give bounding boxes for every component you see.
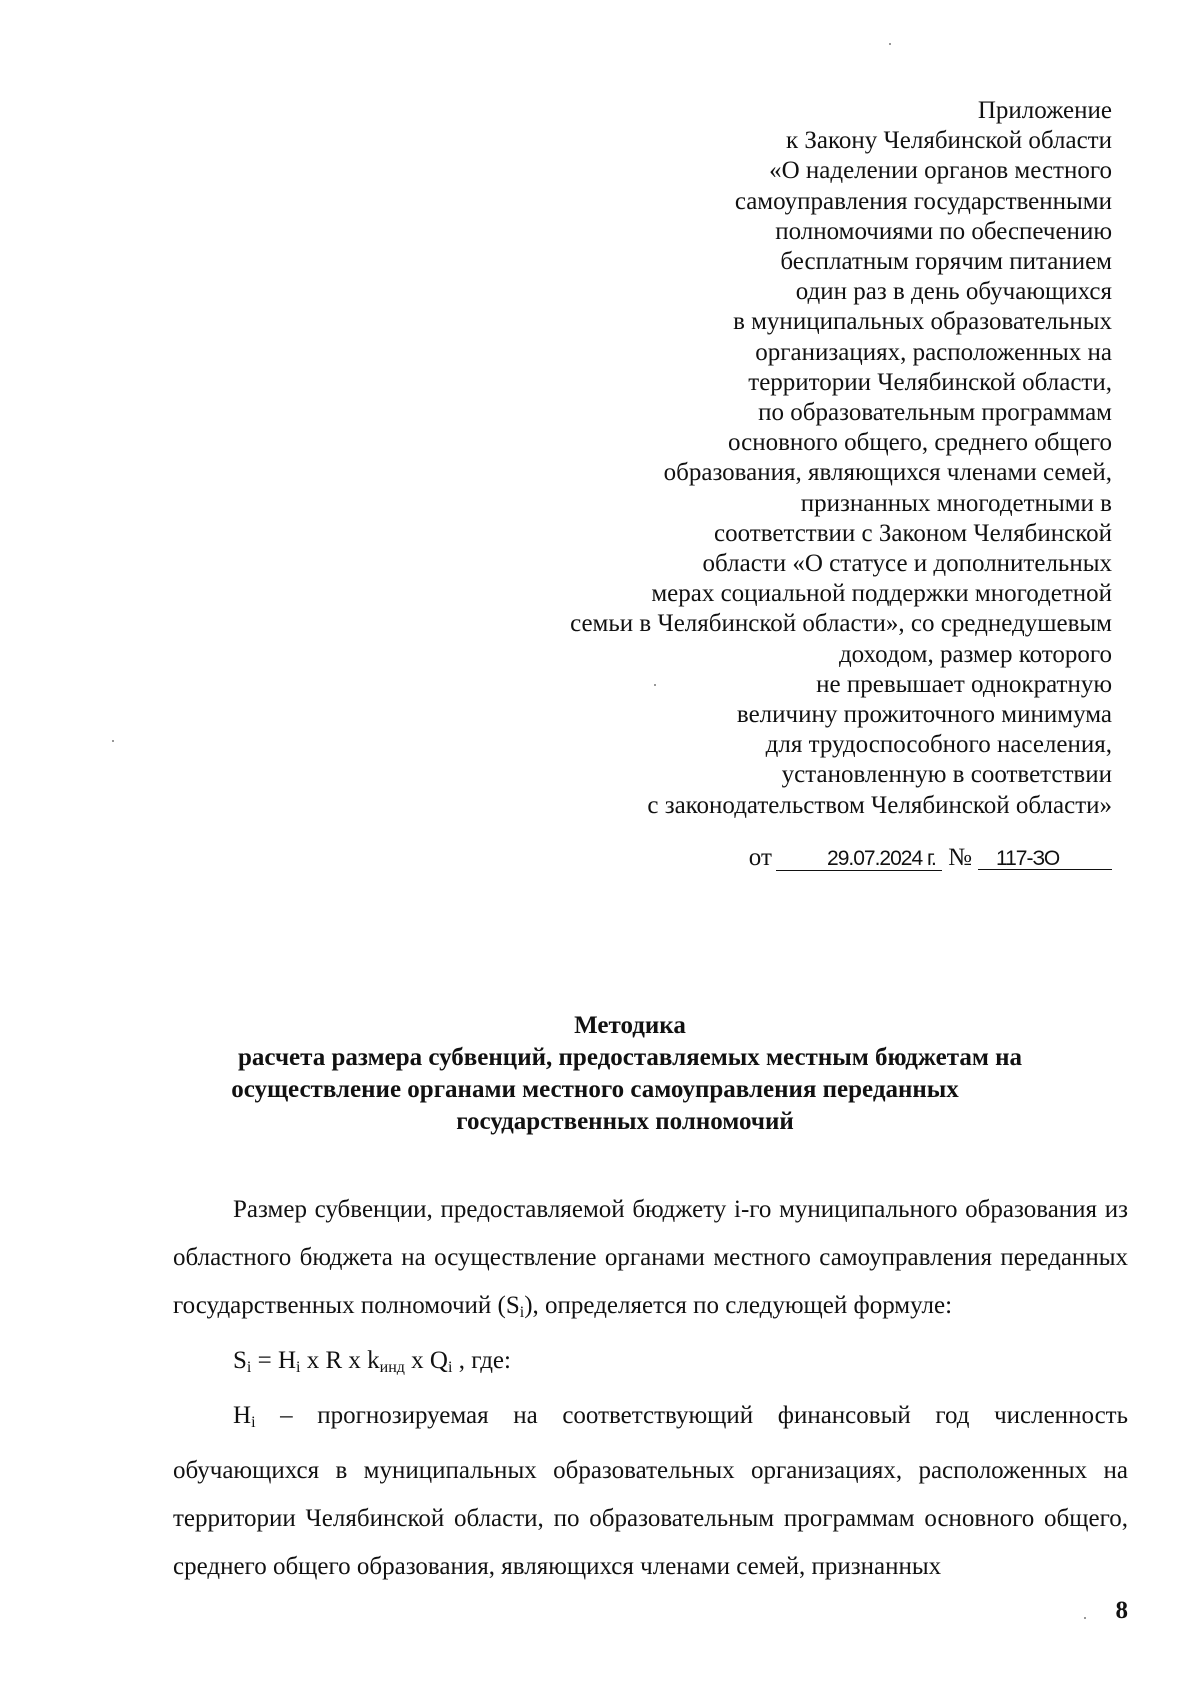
appendix-line: к Закону Челябинской области bbox=[786, 127, 1112, 155]
number-prefix: № bbox=[948, 844, 972, 871]
appendix-line: Приложение bbox=[977, 97, 1112, 124]
appendix-line: доходом, размер которого bbox=[838, 640, 1112, 668]
title-line-3: осуществление органами местного самоуправления переданных bbox=[231, 1076, 959, 1103]
page-number: 8 bbox=[1115, 1597, 1128, 1624]
appendix-line: полномочиями по обеспечению bbox=[775, 217, 1112, 245]
appendix-line: территории Челябинской области, bbox=[748, 368, 1112, 396]
formula-h-sub: i bbox=[296, 1359, 301, 1376]
appendix-line: соответствии с Законом Челябинской bbox=[714, 519, 1112, 547]
appendix-header bbox=[452, 96, 1112, 821]
appendix-line: величину прожиточного минимума bbox=[736, 701, 1112, 729]
formula-s-sub: i bbox=[246, 1359, 252, 1376]
scan-speck bbox=[654, 684, 656, 686]
appendix-line: установленную в соответствии bbox=[781, 761, 1112, 789]
title-line-1: Методика bbox=[574, 1012, 686, 1039]
appendix-line: самоуправления государственными bbox=[734, 187, 1112, 215]
appendix-line: семьи в Челябинской области», со среднедушевым bbox=[570, 610, 1112, 638]
document-body bbox=[173, 1186, 1128, 1591]
appendix-line: признанных многодетными в bbox=[800, 489, 1112, 517]
paragraph-definition-h bbox=[173, 1392, 1128, 1591]
symbol-h-sub: i bbox=[251, 1414, 256, 1431]
formula-q: x Q bbox=[404, 1347, 448, 1374]
subscript-i: i bbox=[519, 1304, 525, 1321]
law-date-field: 29.07.2024 г. bbox=[776, 844, 942, 871]
formula bbox=[173, 1337, 1128, 1392]
appendix-line: основного общего, среднего общего bbox=[728, 429, 1112, 457]
law-number-field: 117-ЗО bbox=[978, 844, 1112, 870]
formula-k-sub: инд bbox=[379, 1359, 405, 1376]
appendix-line: с законодательством Челябинской области» bbox=[647, 791, 1112, 819]
formula-s: S bbox=[233, 1347, 247, 1374]
formula-rk: x R x k bbox=[300, 1347, 380, 1374]
paragraph-intro-text: Размер субвенции, предоставляемой бюджету i-го муниципального образования из областного бюджета на осуществление органами местного самоуправления переданных государственных полномочий (S bbox=[173, 1196, 1128, 1319]
appendix-line: не превышает однократную bbox=[816, 670, 1112, 698]
formula-h: = Н bbox=[251, 1347, 297, 1374]
definition-h-text: – прогнозируемая на соответствующий финансовый год численность обучающихся в муниципальных образовательных организациях, расположенных на территории Челябинской области, по образовательным программам основного общего, среднего общего образования, являющихся членами семей, признанных bbox=[173, 1402, 1128, 1580]
formula-q-sub: i bbox=[447, 1359, 453, 1376]
paragraph-intro bbox=[173, 1186, 1128, 1337]
title-line-4: государственных полномочий bbox=[456, 1108, 794, 1135]
appendix-line: области «О статусе и дополнительных bbox=[702, 550, 1112, 578]
appendix-line: по образовательным программам bbox=[758, 399, 1112, 427]
appendix-line: мерах социальной поддержки многодетной bbox=[651, 580, 1112, 608]
appendix-line: бесплатным горячим питанием bbox=[780, 248, 1112, 276]
symbol-h: Н bbox=[233, 1402, 252, 1429]
date-prefix: от bbox=[748, 844, 772, 871]
appendix-line: в муниципальных образовательных bbox=[733, 308, 1112, 336]
scan-speck bbox=[889, 43, 891, 45]
appendix-line: организациях, расположенных на bbox=[755, 338, 1112, 366]
title-line-2: расчета размера субвенций, предоставляемых местным бюджетам на bbox=[237, 1044, 1023, 1071]
appendix-line: «О наделении органов местного bbox=[769, 157, 1112, 185]
law-date-number-line bbox=[749, 843, 1112, 873]
appendix-line: образования, являющихся членами семей, bbox=[663, 459, 1112, 487]
appendix-line: для трудоспособного населения, bbox=[765, 731, 1112, 759]
document-title bbox=[160, 1010, 1060, 1138]
scan-speck bbox=[1084, 1617, 1086, 1619]
formula-end: , где: bbox=[452, 1347, 511, 1374]
appendix-line: один раз в день обучающихся bbox=[795, 278, 1112, 306]
scan-speck bbox=[112, 740, 114, 742]
paragraph-intro-end: ), определяется по следующей формуле: bbox=[524, 1292, 953, 1319]
